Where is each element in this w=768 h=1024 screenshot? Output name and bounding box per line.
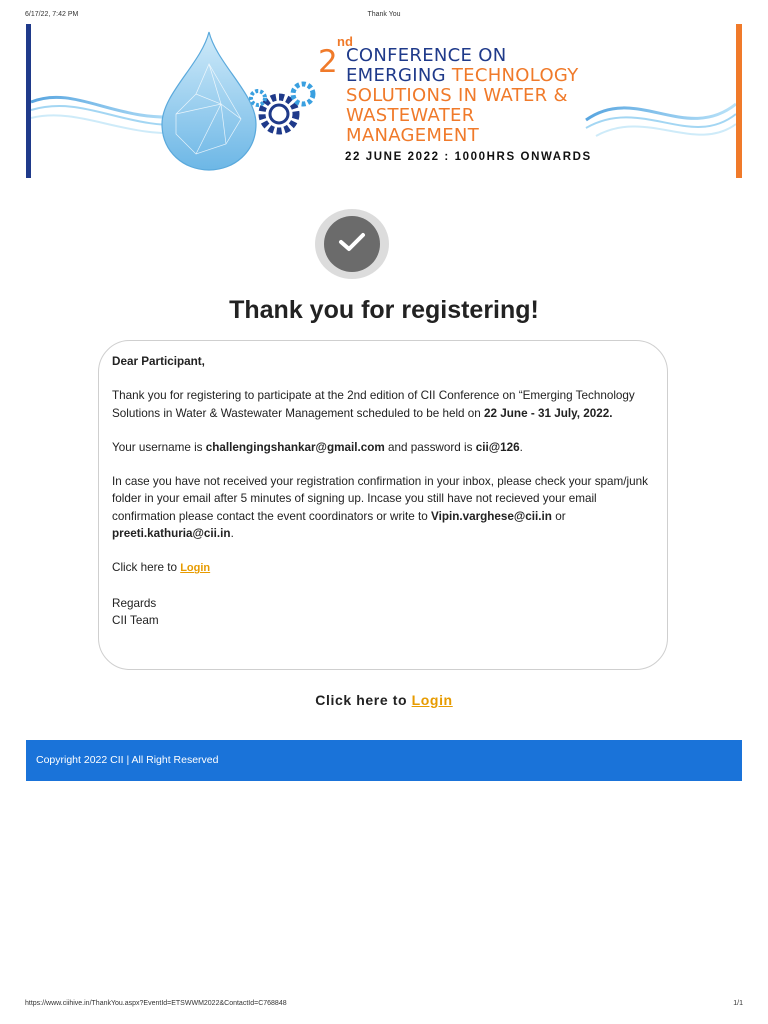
print-footer xyxy=(25,1000,743,1010)
coordinator-email-2: preeti.kathuria@cii.in xyxy=(112,527,231,541)
registration-paragraph: Thank you for registering to participate at the 2nd edition of CII Conference on “Emerging Technology Solutions in Water & Wastewater Management scheduled to be held on 22 June - 31 July, 2022. xyxy=(112,389,635,420)
print-page-number: 1/1 xyxy=(733,1000,743,1007)
checkmark-icon xyxy=(338,231,366,253)
confirmation-paragraph: In case you have not received your registration confirmation in your inbox, please check your spam/junk folder in your email after 5 minutes of signing up. Incase you still have not recieved your email confirmation please contact the event coordinators or write to Vipin.varghese@cii.in or preeti.kathuria@cii.in. xyxy=(112,475,648,541)
print-url: https://www.ciihive.in/ThankYou.aspx?EventId=ETSWWM2022&ContactId=C768848 xyxy=(25,1000,287,1007)
title-line-5: MANAGEMENT xyxy=(346,125,479,146)
card-login-link[interactable]: Login xyxy=(180,562,211,575)
title-line-3: SOLUTIONS IN WATER & xyxy=(346,85,568,106)
site-footer xyxy=(26,740,742,781)
print-page-title: Thank You xyxy=(367,11,401,18)
conference-date: 22 JUNE 2022 : 1000HRS ONWARDS xyxy=(345,151,592,163)
edition-suffix: nd xyxy=(337,34,353,49)
print-header xyxy=(25,11,743,21)
success-badge xyxy=(315,209,389,279)
title-line-1: CONFERENCE ON xyxy=(346,45,507,66)
gear-icon xyxy=(262,97,296,131)
title-line-2: EMERGING TECHNOLOGY xyxy=(346,65,579,86)
message-card xyxy=(98,340,668,670)
edition-number: 2 xyxy=(318,44,338,80)
title-line-4: WASTEWATER xyxy=(346,105,475,126)
bottom-login-cta: Click here to Login xyxy=(315,692,453,708)
credentials-paragraph: Your username is challengingshankar@gmail.com and password is cii@126. xyxy=(112,440,523,454)
conference-banner xyxy=(26,24,742,178)
bottom-login-link[interactable]: Login xyxy=(411,692,453,708)
banner-left-accent xyxy=(26,24,31,178)
signature-team: CII Team xyxy=(112,613,159,627)
password-value: cii@126 xyxy=(475,440,520,454)
regards: Regards xyxy=(112,596,157,610)
event-dates: 22 June - 31 July, 2022. xyxy=(484,406,613,420)
copyright-text: Copyright 2022 CII | All Right Reserved xyxy=(36,754,219,766)
print-date: 6/17/22, 7:42 PM xyxy=(25,11,79,18)
coordinator-email-1: Vipin.varghese@cii.in xyxy=(430,509,552,523)
login-line: Click here to Login xyxy=(112,561,211,575)
greeting: Dear Participant, xyxy=(112,355,205,368)
username-value: challengingshankar@gmail.com xyxy=(205,440,385,454)
page-title: Thank you for registering! xyxy=(229,296,539,324)
banner-right-accent xyxy=(736,24,742,178)
